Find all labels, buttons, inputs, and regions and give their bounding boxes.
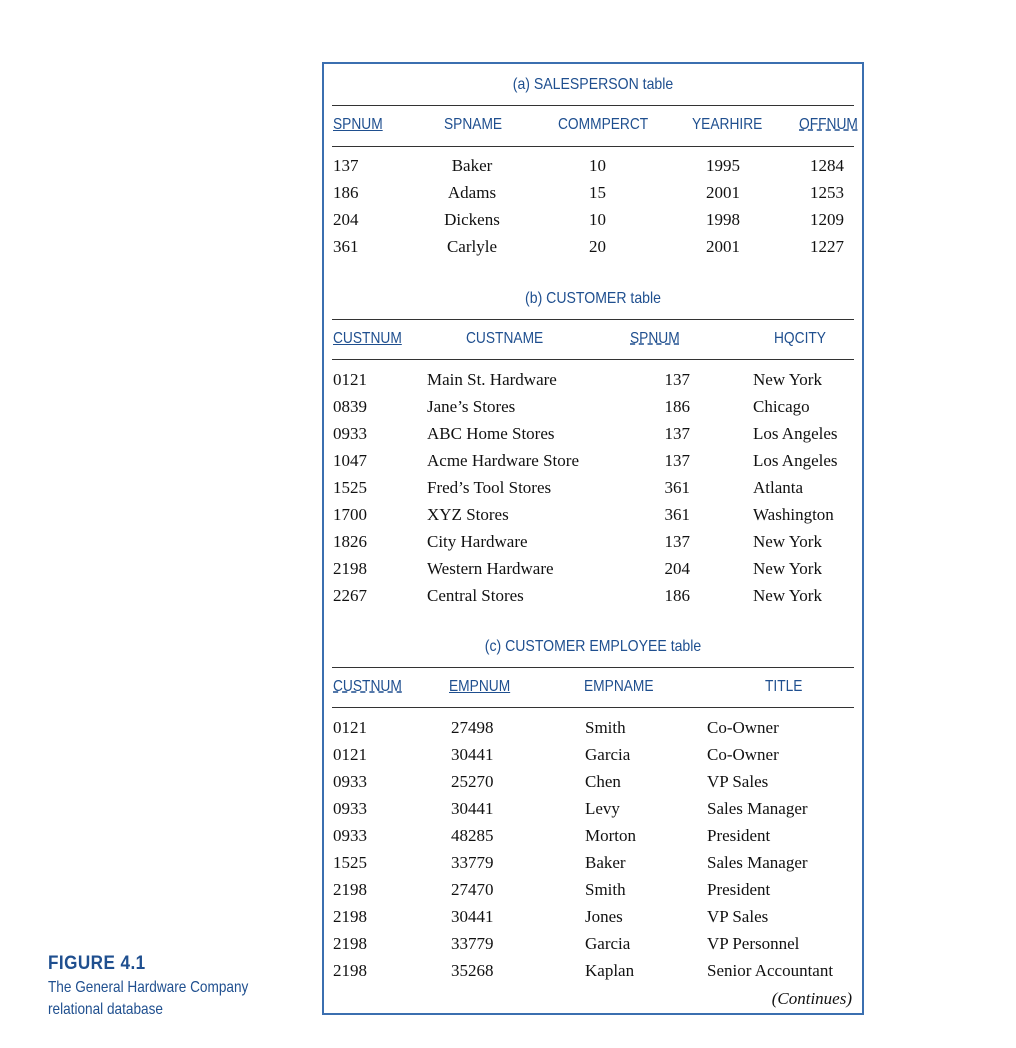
salesperson-cell-spname: Adams xyxy=(447,183,497,202)
salesperson-cell-yearhire: 1995 xyxy=(706,156,740,175)
salesperson-header-yearhire: YEARHIRE xyxy=(692,116,763,133)
customer-cell-custnum: 1700 xyxy=(333,505,367,524)
customer-employee-table-title: (c) CUSTOMER EMPLOYEE table xyxy=(484,638,702,655)
customer-cell-custname: Jane’s Stores xyxy=(427,397,516,416)
customer-employee-cell-title: VP Personnel xyxy=(707,934,800,953)
customer-employee-cell-empname: Levy xyxy=(585,799,620,818)
customer-employee-cell-empname: Garcia xyxy=(585,934,631,953)
customer-employee-cell-empname: Chen xyxy=(585,772,621,791)
salesperson-cell-spnum: 361 xyxy=(333,237,359,256)
cropped-text-fragment xyxy=(440,0,660,8)
customer-employee-cell-title: Sales Manager xyxy=(707,853,808,872)
customer-cell-custnum: 1047 xyxy=(333,451,367,470)
customer-employee-cell-empnum: 30441 xyxy=(451,745,494,764)
customer-employee-header-custnum: CUSTNUM xyxy=(333,678,402,695)
customer-employee-cell-empnum: 27498 xyxy=(451,718,494,737)
customer-cell-hqcity: New York xyxy=(753,559,822,578)
customer-header-custnum: CUSTNUM xyxy=(333,330,402,347)
customer-cell-custnum: 0933 xyxy=(333,424,367,443)
customer-employee-cell-title: VP Sales xyxy=(707,907,769,926)
continues-note: (Continues) xyxy=(771,989,852,1008)
customer-employee-cell-custnum: 2198 xyxy=(333,961,367,980)
customer-employee-cell-custnum: 0933 xyxy=(333,799,367,818)
customer-employee-cell-custnum: 0121 xyxy=(333,718,367,737)
customer-cell-hqcity: Los Angeles xyxy=(753,424,838,443)
figure-description: The General Hardware Company relational database xyxy=(48,979,249,1018)
customer-header-hqcity: HQCITY xyxy=(774,330,826,347)
salesperson-cell-yearhire: 2001 xyxy=(706,183,740,202)
salesperson-cell-offnum: 1227 xyxy=(810,237,844,256)
customer-cell-custnum: 0839 xyxy=(333,397,367,416)
customer-employee-cell-empname: Morton xyxy=(585,826,636,845)
customer-employee-header-top-rule xyxy=(332,667,854,668)
customer-cell-spnum: 137 xyxy=(664,532,690,551)
salesperson-cell-commperct: 15 xyxy=(589,183,606,202)
customer-employee-cell-empnum: 27470 xyxy=(451,880,494,899)
salesperson-cell-yearhire: 1998 xyxy=(706,210,740,229)
customer-employee-header-title: TITLE xyxy=(765,678,803,695)
customer-employee-cell-title: Co-Owner xyxy=(707,718,779,737)
customer-cell-custname: ABC Home Stores xyxy=(427,424,555,443)
customer-cell-spnum: 204 xyxy=(664,559,690,578)
customer-cell-spnum: 186 xyxy=(664,397,690,416)
customer-cell-custname: Main St. Hardware xyxy=(427,370,557,389)
customer-employee-cell-custnum: 0933 xyxy=(333,826,367,845)
customer-cell-spnum: 361 xyxy=(664,505,690,524)
customer-employee-cell-empnum: 48285 xyxy=(451,826,494,845)
customer-cell-custnum: 1826 xyxy=(333,532,367,551)
customer-employee-cell-empnum: 33779 xyxy=(451,934,494,953)
salesperson-table-title: (a) SALESPERSON table xyxy=(512,76,674,93)
customer-cell-custname: City Hardware xyxy=(427,532,528,551)
customer-cell-hqcity: New York xyxy=(753,586,822,605)
salesperson-cell-spnum: 137 xyxy=(333,156,359,175)
customer-cell-custnum: 1525 xyxy=(333,478,367,497)
customer-employee-cell-title: VP Sales xyxy=(707,772,769,791)
customer-cell-custname: Fred’s Tool Stores xyxy=(427,478,552,497)
salesperson-cell-spname: Dickens xyxy=(444,210,500,229)
salesperson-header-commperct: COMMPERCT xyxy=(558,116,649,133)
salesperson-cell-spname: Carlyle xyxy=(446,237,498,256)
customer-cell-spnum: 137 xyxy=(664,424,690,443)
customer-employee-cell-custnum: 0121 xyxy=(333,745,367,764)
customer-cell-custnum: 0121 xyxy=(333,370,367,389)
customer-employee-cell-title: Sales Manager xyxy=(707,799,808,818)
customer-employee-cell-title: Senior Accountant xyxy=(707,961,834,980)
customer-cell-custname: Western Hardware xyxy=(427,559,554,578)
salesperson-header-bottom-rule xyxy=(332,146,854,147)
salesperson-header-spnum: SPNUM xyxy=(333,116,383,133)
customer-employee-cell-custnum: 1525 xyxy=(333,853,367,872)
salesperson-header-offnum: OFFNUM xyxy=(799,116,858,133)
customer-cell-hqcity: New York xyxy=(753,370,822,389)
salesperson-cell-yearhire: 2001 xyxy=(706,237,740,256)
customer-employee-cell-title: President xyxy=(707,880,771,899)
customer-cell-spnum: 361 xyxy=(664,478,690,497)
customer-cell-spnum: 137 xyxy=(664,370,690,389)
customer-employee-cell-empname: Jones xyxy=(585,907,623,926)
salesperson-cell-offnum: 1284 xyxy=(810,156,844,175)
customer-cell-spnum: 137 xyxy=(664,451,690,470)
customer-employee-cell-empname: Kaplan xyxy=(585,961,635,980)
customer-employee-cell-empname: Baker xyxy=(585,853,626,872)
customer-employee-cell-custnum: 0933 xyxy=(333,772,367,791)
customer-employee-header-empname: EMPNAME xyxy=(584,678,654,695)
customer-cell-hqcity: Chicago xyxy=(753,397,810,416)
salesperson-header-spname: SPNAME xyxy=(444,116,503,133)
database-figure-panel xyxy=(322,62,864,1015)
figure-caption xyxy=(48,953,318,1021)
customer-employee-cell-custnum: 2198 xyxy=(333,907,367,926)
customer-cell-custname: XYZ Stores xyxy=(427,505,509,524)
customer-employee-cell-empname: Smith xyxy=(585,718,626,737)
salesperson-cell-commperct: 20 xyxy=(589,237,606,256)
customer-cell-hqcity: Washington xyxy=(753,505,834,524)
customer-employee-header-empnum: EMPNUM xyxy=(449,678,511,695)
customer-table-title: (b) CUSTOMER table xyxy=(525,290,661,307)
customer-employee-cell-empnum: 33779 xyxy=(451,853,494,872)
customer-cell-hqcity: Atlanta xyxy=(753,478,804,497)
salesperson-cell-spnum: 204 xyxy=(333,210,359,229)
customer-employee-cell-empnum: 30441 xyxy=(451,907,494,926)
customer-header-custname: CUSTNAME xyxy=(466,330,544,347)
customer-cell-custnum: 2267 xyxy=(333,586,367,605)
salesperson-cell-spnum: 186 xyxy=(333,183,359,202)
customer-cell-hqcity: New York xyxy=(753,532,822,551)
customer-cell-spnum: 186 xyxy=(664,586,690,605)
customer-employee-cell-custnum: 2198 xyxy=(333,880,367,899)
customer-employee-cell-empnum: 35268 xyxy=(451,961,494,980)
customer-employee-cell-empname: Garcia xyxy=(585,745,631,764)
salesperson-cell-commperct: 10 xyxy=(589,156,606,175)
customer-employee-cell-title: President xyxy=(707,826,771,845)
customer-header-spnum: SPNUM xyxy=(630,330,680,347)
salesperson-cell-commperct: 10 xyxy=(589,210,606,229)
customer-employee-cell-title: Co-Owner xyxy=(707,745,779,764)
customer-cell-hqcity: Los Angeles xyxy=(753,451,838,470)
customer-employee-cell-custnum: 2198 xyxy=(333,934,367,953)
customer-cell-custnum: 2198 xyxy=(333,559,367,578)
figure-number: FIGURE 4.1 xyxy=(48,953,146,974)
customer-cell-custname: Acme Hardware Store xyxy=(427,451,579,470)
salesperson-header-top-rule xyxy=(332,105,854,106)
customer-employee-cell-empnum: 30441 xyxy=(451,799,494,818)
salesperson-cell-offnum: 1253 xyxy=(810,183,844,202)
customer-employee-cell-empnum: 25270 xyxy=(451,772,494,791)
customer-cell-custname: Central Stores xyxy=(427,586,524,605)
salesperson-cell-offnum: 1209 xyxy=(810,210,844,229)
customer-header-bottom-rule xyxy=(332,359,854,360)
customer-employee-header-bottom-rule xyxy=(332,707,854,708)
customer-header-top-rule xyxy=(332,319,854,320)
customer-employee-cell-empname: Smith xyxy=(585,880,626,899)
salesperson-cell-spname: Baker xyxy=(451,156,493,175)
